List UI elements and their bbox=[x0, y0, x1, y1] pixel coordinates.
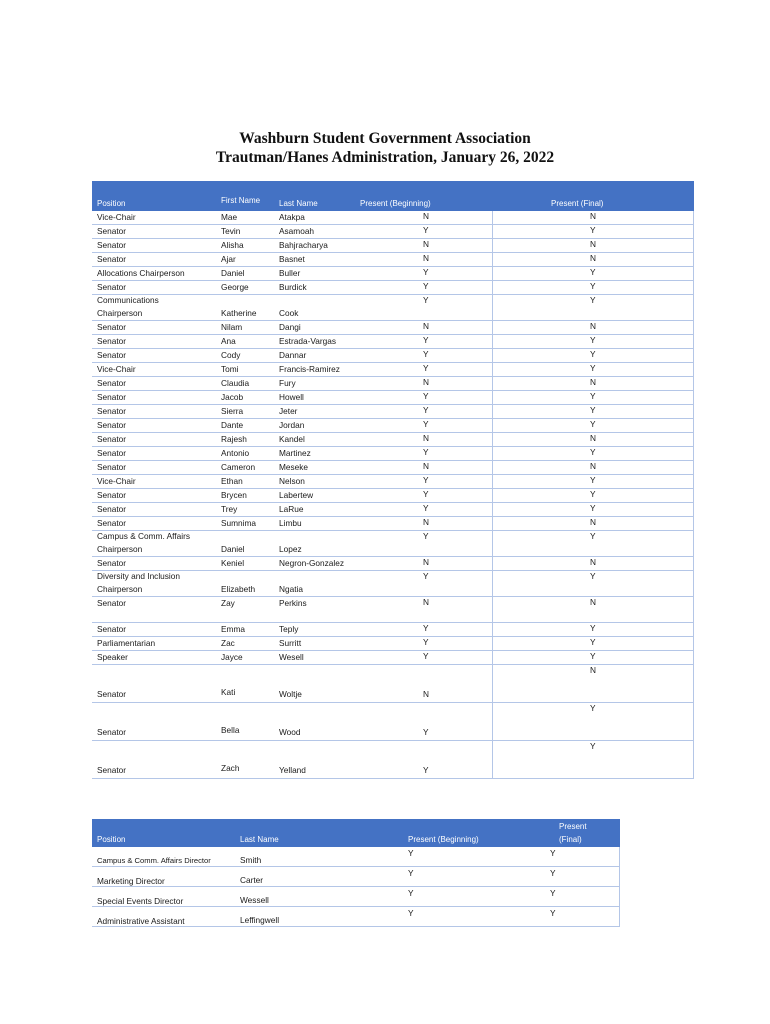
present-final-cell: N bbox=[590, 211, 596, 221]
table-row bbox=[92, 211, 694, 225]
position-cell: Senator bbox=[97, 378, 127, 388]
present-final-cell: Y bbox=[590, 363, 596, 373]
table-row bbox=[92, 461, 694, 475]
present-final-cell: Y bbox=[590, 281, 596, 291]
table-row bbox=[92, 281, 694, 295]
table-row bbox=[92, 623, 694, 637]
table-header bbox=[92, 181, 694, 211]
present-final-cell: Y bbox=[590, 267, 596, 277]
table-row bbox=[92, 571, 694, 597]
present-final-cell: Y bbox=[590, 623, 596, 633]
position-cell: Speaker bbox=[97, 652, 128, 662]
position-cell: Senator bbox=[97, 406, 127, 416]
position-cell: Senator bbox=[97, 518, 127, 528]
present-beginning-cell: N bbox=[423, 689, 429, 699]
first-name-cell: Antonio bbox=[221, 448, 250, 458]
first-name-cell: Cody bbox=[221, 350, 241, 360]
last-name-cell: Atakpa bbox=[279, 212, 305, 222]
table-row bbox=[92, 867, 620, 887]
table-row bbox=[92, 531, 694, 557]
last-name-cell: Wesell bbox=[279, 652, 304, 662]
position-cell-line2: Chairperson bbox=[97, 308, 143, 318]
table-header bbox=[92, 819, 620, 847]
first-name-cell: Ana bbox=[221, 336, 236, 346]
last-name-cell: Buller bbox=[279, 268, 301, 278]
last-name-cell: Woltje bbox=[279, 689, 302, 699]
column-divider bbox=[619, 847, 620, 927]
last-name-cell: Burdick bbox=[279, 282, 307, 292]
column-divider bbox=[492, 211, 493, 779]
position-cell: Senator bbox=[97, 350, 127, 360]
header-present-beginning: Present (Beginning) bbox=[360, 199, 431, 208]
present-beginning-cell: Y bbox=[423, 531, 429, 541]
present-beginning-cell: Y bbox=[423, 727, 429, 737]
last-name-cell: Estrada-Vargas bbox=[279, 336, 337, 346]
first-name-cell: Rajesh bbox=[221, 434, 247, 444]
table-row bbox=[92, 419, 694, 433]
present-beginning-cell: Y bbox=[423, 503, 429, 513]
first-name-cell: Tevin bbox=[221, 226, 241, 236]
position-cell: Senator bbox=[97, 420, 127, 430]
table-row bbox=[92, 475, 694, 489]
present-beginning-cell: N bbox=[423, 377, 429, 387]
last-name-cell: Teply bbox=[279, 624, 299, 634]
present-beginning-cell: Y bbox=[423, 405, 429, 415]
first-name-cell: Keniel bbox=[221, 558, 245, 568]
first-name-cell: Elizabeth bbox=[221, 584, 256, 594]
present-final-cell: Y bbox=[590, 703, 596, 713]
present-beginning-cell: Y bbox=[408, 868, 414, 878]
present-final-cell: Y bbox=[550, 888, 556, 898]
present-final-cell: Y bbox=[590, 531, 596, 541]
table-row bbox=[92, 517, 694, 531]
present-beginning-cell: Y bbox=[423, 225, 429, 235]
last-name-cell: Nelson bbox=[279, 476, 305, 486]
header-first-name: First Name bbox=[221, 196, 261, 205]
present-final-cell: Y bbox=[590, 225, 596, 235]
position-cell: Senator bbox=[97, 254, 127, 264]
last-name-cell: Wood bbox=[279, 727, 301, 737]
last-name-cell: Perkins bbox=[279, 598, 307, 608]
header-last-name: Last Name bbox=[240, 835, 279, 844]
last-name-cell: LaRue bbox=[279, 504, 304, 514]
position-cell: Senator bbox=[97, 434, 127, 444]
present-final-cell: Y bbox=[590, 637, 596, 647]
first-name-cell: Zach bbox=[221, 763, 240, 773]
last-name-cell: Jordan bbox=[279, 420, 305, 430]
present-beginning-cell: N bbox=[423, 433, 429, 443]
table-row bbox=[92, 489, 694, 503]
table-row bbox=[92, 321, 694, 335]
present-final-cell: Y bbox=[590, 571, 596, 581]
position-cell: Senator bbox=[97, 392, 127, 402]
first-name-cell: Zay bbox=[221, 598, 235, 608]
position-cell: Vice-Chair bbox=[97, 364, 136, 374]
present-beginning-cell: Y bbox=[408, 888, 414, 898]
last-name-cell: Howell bbox=[279, 392, 304, 402]
table-row bbox=[92, 665, 694, 703]
present-beginning-cell: Y bbox=[423, 571, 429, 581]
header-present-final: Present (Final) bbox=[551, 199, 604, 208]
position-cell: Senator bbox=[97, 282, 127, 292]
present-beginning-cell: N bbox=[423, 461, 429, 471]
first-name-cell: Jacob bbox=[221, 392, 244, 402]
present-beginning-cell: Y bbox=[423, 489, 429, 499]
column-divider bbox=[693, 211, 694, 779]
first-name-cell: Dante bbox=[221, 420, 244, 430]
staff-attendance-table bbox=[92, 819, 620, 930]
first-name-cell: Daniel bbox=[221, 268, 245, 278]
present-final-cell: N bbox=[590, 665, 596, 675]
first-name-cell: Cameron bbox=[221, 462, 256, 472]
present-beginning-cell: Y bbox=[423, 447, 429, 457]
present-final-cell: Y bbox=[590, 405, 596, 415]
present-beginning-cell: Y bbox=[423, 391, 429, 401]
present-final-cell: N bbox=[590, 461, 596, 471]
present-final-cell: N bbox=[590, 433, 596, 443]
position-cell: Campus & Comm. Affairs bbox=[97, 531, 190, 541]
present-final-cell: Y bbox=[590, 503, 596, 513]
position-cell: Senator bbox=[97, 322, 127, 332]
present-final-cell: N bbox=[590, 321, 596, 331]
first-name-cell: Emma bbox=[221, 624, 245, 634]
present-beginning-cell: N bbox=[423, 321, 429, 331]
present-beginning-cell: Y bbox=[408, 848, 414, 858]
position-cell: Senator bbox=[97, 336, 127, 346]
present-final-cell: N bbox=[590, 253, 596, 263]
last-name-cell: Yelland bbox=[279, 765, 306, 775]
table-row bbox=[92, 335, 694, 349]
header-present-final-line2: (Final) bbox=[559, 835, 582, 844]
position-cell: Vice-Chair bbox=[97, 212, 136, 222]
document-subtitle: Trautman/Hanes Administration, January 26, 2022 bbox=[215, 149, 555, 166]
header-present-beginning: Present (Beginning) bbox=[408, 835, 479, 844]
table-row bbox=[92, 557, 694, 571]
present-final-cell: Y bbox=[550, 848, 556, 858]
last-name-cell: Meseke bbox=[279, 462, 309, 472]
table-row bbox=[92, 447, 694, 461]
present-beginning-cell: N bbox=[423, 253, 429, 263]
position-cell: Senator bbox=[97, 504, 127, 514]
last-name-cell: Martinez bbox=[279, 448, 311, 458]
present-beginning-cell: Y bbox=[423, 295, 429, 305]
present-final-cell: Y bbox=[590, 295, 596, 305]
position-cell: Senator bbox=[97, 598, 127, 608]
last-name-cell: Dangi bbox=[279, 322, 301, 332]
position-cell: Senator bbox=[97, 226, 127, 236]
table-row bbox=[92, 349, 694, 363]
last-name-cell: Negron-Gonzalez bbox=[279, 558, 345, 568]
present-beginning-cell: Y bbox=[423, 349, 429, 359]
last-name-cell: Wessell bbox=[240, 895, 269, 905]
present-final-cell: N bbox=[590, 557, 596, 567]
present-final-cell: N bbox=[590, 239, 596, 249]
position-cell: Vice-Chair bbox=[97, 476, 136, 486]
present-beginning-cell: Y bbox=[423, 475, 429, 485]
present-beginning-cell: Y bbox=[423, 281, 429, 291]
present-beginning-cell: N bbox=[423, 239, 429, 249]
present-final-cell: Y bbox=[590, 349, 596, 359]
present-beginning-cell: Y bbox=[423, 637, 429, 647]
table-row bbox=[92, 239, 694, 253]
first-name-cell: Ajar bbox=[221, 254, 236, 264]
document-title: Washburn Student Government Association bbox=[239, 130, 531, 147]
first-name-cell: Trey bbox=[221, 504, 238, 514]
first-name-cell: Brycen bbox=[221, 490, 247, 500]
present-final-cell: Y bbox=[590, 489, 596, 499]
first-name-cell: Katherine bbox=[221, 308, 257, 318]
table-row bbox=[92, 503, 694, 517]
position-cell-line2: Chairperson bbox=[97, 544, 143, 554]
first-name-cell: Jayce bbox=[221, 652, 243, 662]
position-cell: Senator bbox=[97, 490, 127, 500]
position-cell: Senator bbox=[97, 558, 127, 568]
position-cell: Senator bbox=[97, 727, 127, 737]
present-beginning-cell: Y bbox=[423, 267, 429, 277]
position-cell: Senator bbox=[97, 624, 127, 634]
table-row bbox=[92, 597, 694, 623]
present-final-cell: Y bbox=[590, 651, 596, 661]
position-cell: Senator bbox=[97, 240, 127, 250]
table-row bbox=[92, 267, 694, 281]
present-final-cell: Y bbox=[590, 741, 596, 751]
position-cell: Communications bbox=[97, 295, 159, 305]
last-name-cell: Bahjracharya bbox=[279, 240, 328, 250]
table-row bbox=[92, 907, 620, 927]
first-name-cell: Tomi bbox=[221, 364, 239, 374]
first-name-cell: Bella bbox=[221, 725, 240, 735]
present-beginning-cell: N bbox=[423, 597, 429, 607]
position-cell: Administrative Assistant bbox=[97, 916, 185, 926]
table-row bbox=[92, 703, 694, 741]
position-cell: Campus & Comm. Affairs Director bbox=[97, 856, 211, 865]
first-name-cell: Kati bbox=[221, 687, 236, 697]
position-cell: Special Events Director bbox=[97, 896, 184, 906]
present-final-cell: Y bbox=[550, 908, 556, 918]
table-row bbox=[92, 363, 694, 377]
first-name-cell: Daniel bbox=[221, 544, 245, 554]
present-beginning-cell: Y bbox=[423, 765, 429, 775]
last-name-cell: Fury bbox=[279, 378, 296, 388]
last-name-cell: Ngatia bbox=[279, 584, 303, 594]
present-final-cell: Y bbox=[590, 335, 596, 345]
table-row bbox=[92, 651, 694, 665]
present-final-cell: N bbox=[590, 517, 596, 527]
position-cell: Senator bbox=[97, 689, 127, 699]
last-name-cell: Leffingwell bbox=[240, 915, 280, 925]
table-row bbox=[92, 253, 694, 267]
first-name-cell: Nilam bbox=[221, 322, 243, 332]
position-cell: Allocations Chairperson bbox=[97, 268, 185, 278]
first-name-cell: Claudia bbox=[221, 378, 250, 388]
present-beginning-cell: Y bbox=[423, 363, 429, 373]
table-row bbox=[92, 391, 694, 405]
table-row bbox=[92, 295, 694, 321]
position-cell: Senator bbox=[97, 765, 127, 775]
present-final-cell: Y bbox=[590, 391, 596, 401]
table-row bbox=[92, 741, 694, 779]
last-name-cell: Lopez bbox=[279, 544, 302, 554]
first-name-cell: Alisha bbox=[221, 240, 244, 250]
first-name-cell: George bbox=[221, 282, 249, 292]
present-beginning-cell: Y bbox=[408, 908, 414, 918]
last-name-cell: Cook bbox=[279, 308, 299, 318]
position-cell: Marketing Director bbox=[97, 876, 165, 886]
last-name-cell: Smith bbox=[240, 855, 262, 865]
header-position: Position bbox=[97, 199, 126, 208]
header-present-final: Present bbox=[559, 822, 587, 831]
last-name-cell: Carter bbox=[240, 875, 264, 885]
present-final-cell: Y bbox=[590, 419, 596, 429]
table-row bbox=[92, 405, 694, 419]
position-cell: Parliamentarian bbox=[97, 638, 156, 648]
present-final-cell: Y bbox=[590, 475, 596, 485]
present-beginning-cell: Y bbox=[423, 651, 429, 661]
present-beginning-cell: N bbox=[423, 557, 429, 567]
present-beginning-cell: N bbox=[423, 517, 429, 527]
present-beginning-cell: Y bbox=[423, 419, 429, 429]
table-row bbox=[92, 225, 694, 239]
table-row bbox=[92, 847, 620, 867]
position-cell-line2: Chairperson bbox=[97, 584, 143, 594]
first-name-cell: Sierra bbox=[221, 406, 244, 416]
last-name-cell: Dannar bbox=[279, 350, 307, 360]
table-row bbox=[92, 637, 694, 651]
header-position: Position bbox=[97, 835, 126, 844]
last-name-cell: Jeter bbox=[279, 406, 298, 416]
last-name-cell: Basnet bbox=[279, 254, 305, 264]
first-name-cell: Sumnima bbox=[221, 518, 257, 528]
last-name-cell: Limbu bbox=[279, 518, 302, 528]
header-last-name: Last Name bbox=[279, 199, 318, 208]
attendance-table bbox=[92, 181, 694, 793]
last-name-cell: Francis-Ramirez bbox=[279, 364, 340, 374]
first-name-cell: Mae bbox=[221, 212, 238, 222]
present-beginning-cell: N bbox=[423, 211, 429, 221]
position-cell: Senator bbox=[97, 448, 127, 458]
table-row bbox=[92, 377, 694, 391]
last-name-cell: Asamoah bbox=[279, 226, 315, 236]
table-row bbox=[92, 887, 620, 907]
position-cell: Senator bbox=[97, 462, 127, 472]
first-name-cell: Zac bbox=[221, 638, 235, 648]
present-beginning-cell: Y bbox=[423, 623, 429, 633]
present-final-cell: Y bbox=[590, 447, 596, 457]
last-name-cell: Surritt bbox=[279, 638, 302, 648]
position-cell: Diversity and Inclusion bbox=[97, 571, 181, 581]
present-final-cell: Y bbox=[550, 868, 556, 878]
present-final-cell: N bbox=[590, 377, 596, 387]
present-beginning-cell: Y bbox=[423, 335, 429, 345]
first-name-cell: Ethan bbox=[221, 476, 243, 486]
last-name-cell: Kandel bbox=[279, 434, 305, 444]
present-final-cell: N bbox=[590, 597, 596, 607]
last-name-cell: Labertew bbox=[279, 490, 314, 500]
table-row bbox=[92, 433, 694, 447]
